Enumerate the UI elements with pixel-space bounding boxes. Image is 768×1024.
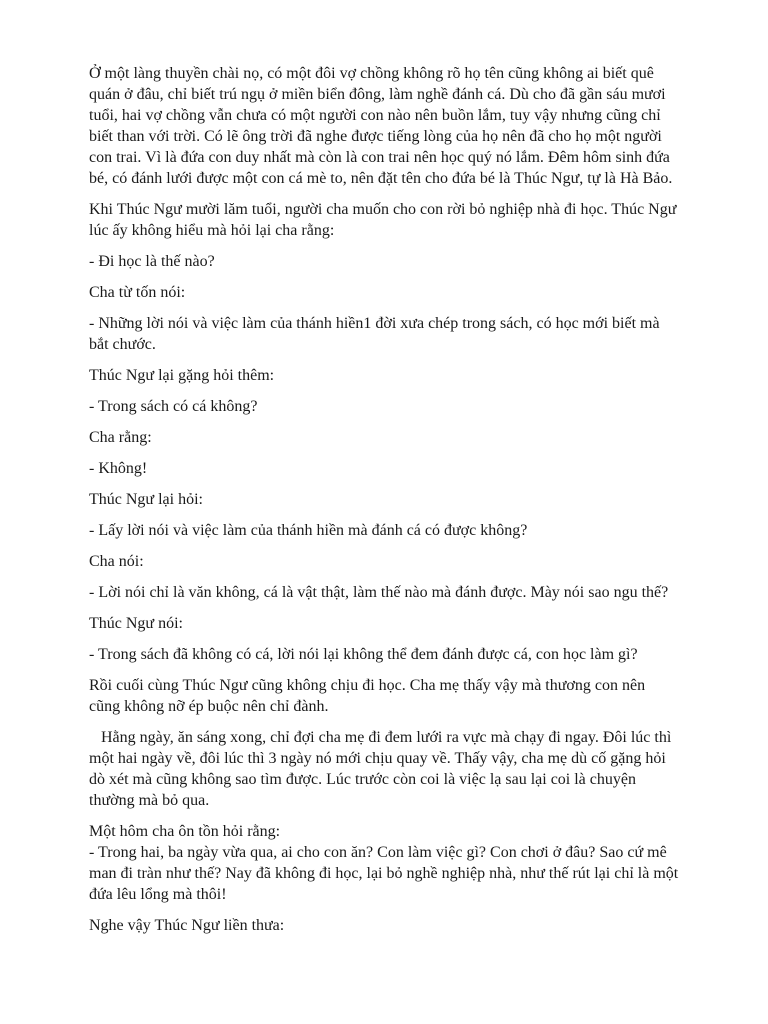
dialogue-line: Thúc Ngư lại gặng hỏi thêm: [89, 367, 275, 384]
dialogue-line: Nghe vậy Thúc Ngư liền thưa: [89, 917, 285, 934]
dialogue-line: Một hôm cha ôn tồn hỏi rằng: [89, 823, 281, 840]
paragraph-refuse-school: Rồi cuối cùng Thúc Ngư cũng không chịu đi học. Cha mẹ thấy vậy mà thương con nên cũng không nỡ ép buộc nên chỉ đành. [89, 677, 646, 715]
dialogue-line: - Trong sách đã không có cá, lời nói lại không thể đem đánh được cá, con học làm gì? [89, 646, 638, 663]
dialogue-line: Thúc Ngư nói: [89, 615, 183, 632]
dialogue-line: Cha rằng: [89, 429, 152, 446]
paragraph-intro: Ở một làng thuyền chài nọ, có một đôi vợ chồng không rõ họ tên cũng không ai biết quê quán ở đâu, chỉ biết trú ngụ ở miền biển đông, làm nghề đánh cá. Dù cho đã gần sáu mươi tuổi, hai vợ chồng vẫn chưa có một người con nào nên buồn lắm, tuy vậy nhưng cũng chỉ biết than với trời. Có lẽ ông trời đã nghe được tiếng lòng của họ nên đã cho họ một người con trai. Vì là đứa con duy nhất mà còn là con trai nên học quý nó lắm. Đêm hôm sinh đứa bé, có đánh lưới được một con cá mè to, nên đặt tên cho đứa bé là Thúc Ngư, tự là Hà Bảo. [89, 65, 673, 187]
dialogue-line: Cha từ tốn nói: [89, 284, 186, 301]
dialogue-line: - Đi học là thế nào? [89, 253, 215, 270]
dialogue-line: - Không! [89, 460, 148, 477]
dialogue-line: Cha nói: [89, 553, 144, 570]
dialogue-line: - Lấy lời nói và việc làm của thánh hiền mà đánh cá có được không? [89, 522, 528, 539]
dialogue-line: Thúc Ngư lại hỏi: [89, 491, 203, 508]
paragraph-age-fifteen: Khi Thúc Ngư mười lăm tuổi, người cha muốn cho con rời bỏ nghiệp nhà đi học. Thúc Ngư lúc ấy không hiểu mà hỏi lại cha rằng: [89, 201, 677, 239]
dialogue-line: - Lời nói chỉ là văn không, cá là vật thật, làm thế nào mà đánh được. Mày nói sao ngu thế? [89, 584, 669, 601]
dialogue-line: - Trong hai, ba ngày vừa qua, ai cho con ăn? Con làm việc gì? Con chơi ở đâu? Sao cứ mê man đi tràn như thế? Nay đã không đi học, lại bỏ nghề nghiệp nhà, như thế rút lại chỉ là một đứa lêu lổng mà thôi! [89, 844, 679, 903]
dialogue-line: - Những lời nói và việc làm của thánh hiền1 đời xưa chép trong sách, có học mới biết mà bắt chước. [89, 315, 660, 353]
dialogue-line: - Trong sách có cá không? [89, 398, 258, 415]
paragraph-daily-routine: Hằng ngày, ăn sáng xong, chỉ đợi cha mẹ đi đem lưới ra vực mà chạy đi ngay. Đôi lúc thì một hai ngày về, đôi lúc thì 3 ngày nó mới chịu quay về. Thấy vậy, cha mẹ dù cố gặng hỏi dò xét mà cũng không sao tìm được. Lúc trước còn coi là việc lạ sau lại coi là chuyện thường mà bỏ qua. [89, 729, 676, 809]
